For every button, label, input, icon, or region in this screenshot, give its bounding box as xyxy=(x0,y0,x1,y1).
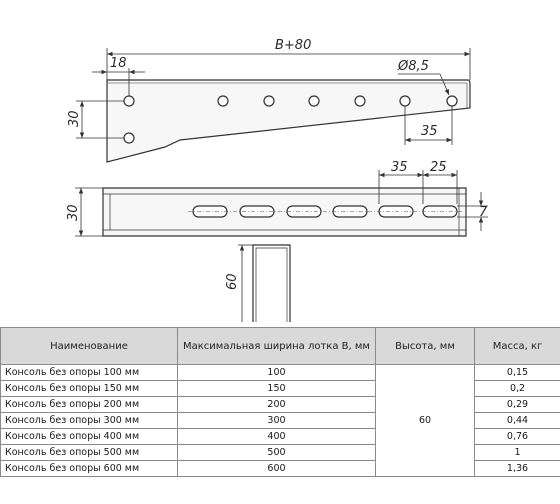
table-row xyxy=(1,461,560,477)
top-height-label: 30 xyxy=(67,110,82,127)
specifications-table xyxy=(0,327,560,477)
cell-height: 60 xyxy=(376,365,475,477)
profile-section xyxy=(253,245,290,322)
header-max-width: Максимальная ширина лотка B, мм xyxy=(178,328,376,365)
table-row xyxy=(1,397,560,413)
hole xyxy=(309,96,319,106)
cell-width: 150 xyxy=(178,381,376,397)
overall-width-label: B+80 xyxy=(275,38,312,53)
cell-width: 300 xyxy=(178,413,376,429)
table-row xyxy=(1,365,560,381)
profile-height-label: 60 xyxy=(225,273,240,290)
header-height: Высота, мм xyxy=(376,328,475,365)
cell-mass: 0,2 xyxy=(475,381,560,397)
side-height-label: 30 xyxy=(66,204,81,221)
bracket-plate-outline xyxy=(107,80,470,162)
header-name: Наименование xyxy=(1,328,178,365)
cell-mass: 0,76 xyxy=(475,429,560,445)
cell-width: 500 xyxy=(178,445,376,461)
profile-dimensions xyxy=(238,245,253,322)
cell-width: 400 xyxy=(178,429,376,445)
hole xyxy=(400,96,410,106)
hole xyxy=(355,96,365,106)
hole xyxy=(124,96,134,106)
table-row xyxy=(1,429,560,445)
edge-offset-label: 18 xyxy=(110,56,127,71)
cell-name: Консоль без опоры 300 мм xyxy=(1,413,178,429)
hole xyxy=(264,96,274,106)
cell-name: Консоль без опоры 600 мм xyxy=(1,461,178,477)
cell-name: Консоль без опоры 400 мм xyxy=(1,429,178,445)
cell-width: 200 xyxy=(178,397,376,413)
slot-pitch-label: 35 xyxy=(391,160,408,175)
hole-diameter-label: Ø8,5 xyxy=(398,59,429,74)
table-row xyxy=(1,445,560,461)
cell-mass: 1 xyxy=(475,445,560,461)
cell-mass: 0,29 xyxy=(475,397,560,413)
cell-name: Консоль без опоры 500 мм xyxy=(1,445,178,461)
hole xyxy=(124,133,134,143)
table-row xyxy=(1,381,560,397)
cell-mass: 0,44 xyxy=(475,413,560,429)
slope-offset-label: 35 xyxy=(421,124,438,139)
cell-name: Консоль без опоры 100 мм xyxy=(1,365,178,381)
cell-width: 100 xyxy=(178,365,376,381)
slot-length-label: 25 xyxy=(430,160,447,175)
cell-mass: 1,36 xyxy=(475,461,560,477)
cell-name: Консоль без опоры 200 мм xyxy=(1,397,178,413)
cell-width: 600 xyxy=(178,461,376,477)
cell-name: Консоль без опоры 150 мм xyxy=(1,381,178,397)
profile-outline xyxy=(253,245,290,322)
table-header-row xyxy=(1,328,560,365)
hole xyxy=(447,96,457,106)
header-mass: Масса, кг xyxy=(475,328,560,365)
bracket-top-view xyxy=(107,80,470,162)
cell-mass: 0,15 xyxy=(475,365,560,381)
table-row xyxy=(1,413,560,429)
slot-width-label: 7 xyxy=(479,205,488,220)
hole xyxy=(218,96,228,106)
